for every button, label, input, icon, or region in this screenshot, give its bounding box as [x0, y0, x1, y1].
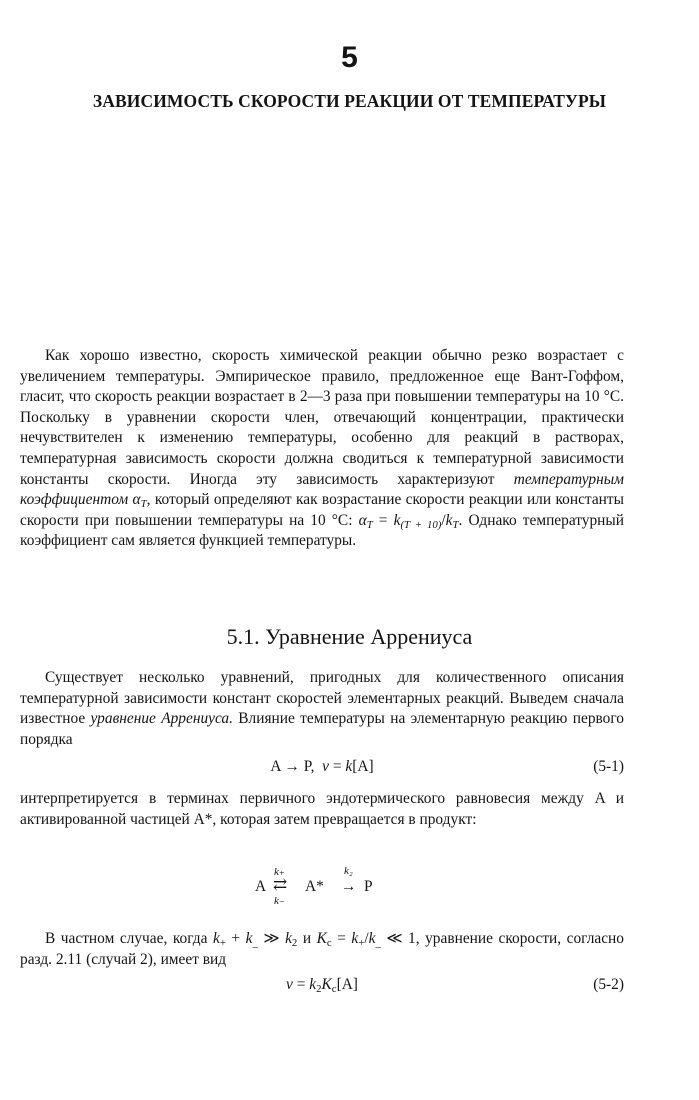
chapter-number: 5 [341, 41, 358, 74]
interpretation-paragraph: интерпретируется в терминах первичного эндотермического равновесия между A и активированной частицей A*, которая затем превращается в продукт: [20, 790, 624, 828]
activated-species: A* [305, 878, 324, 895]
rate-constant-forward: k₊ [274, 866, 285, 878]
equation-5-2 [20, 974, 624, 996]
equation-body: $v = k_2K_c[A]$ [286, 976, 358, 995]
rate-constant-reverse: k₋ [274, 895, 285, 907]
equation-5-1 [20, 756, 624, 778]
section-title: 5.1. Уравнение Аррениуса [226, 624, 473, 649]
special-case-paragraph: В частном случае, когда $k_+ + k_{\_}$ ≫ $k_2$ и $K_c = k_+/k_{\_}$ ≪ 1, уравнение скорости, согласно разд. 2.11 (случай 2), имеет вид [20, 930, 624, 968]
equation-number: (5-1) [593, 758, 624, 775]
intro-paragraph: Как хорошо известно, скорость химической реакции обычно резко возрастает с увеличением температуры. Эмпирическое правило, предложенное еще Вант-Гоффом, гласит, что скорость реакции возрастает в 2—3 раза при повышении температуры на 10 °С. Поскольку в уравнении скорости член, отвечающий концентрации, практически нечувствителен к изменению температуры, особенно для реакций в растворах, температурная зависимость скорости должна сводиться к температурной зависимости константы скорости. Иногда эту зависимость характеризуют температурным коэффициентом $\alpha_T$, который определяют как возрастание скорости реакции или константы скорости при повышении температуры на 10 °С: $\alpha_T = k_{(T + 10)}/k_T$. Однако температурный коэффициент сам является функцией температуры. [20, 347, 624, 550]
section-paragraph: Существует несколько уравнений, пригодных для количественного описания температурной зависимости констант скоростей элементарных реакций. Выведем сначала известное уравнение Аррениуса. Влияние температуры на элементарную реакцию первого порядка [20, 669, 624, 748]
emphasis-term: уравнение Аррениуса. [90, 710, 233, 728]
reaction-arrow-icon: → [341, 878, 357, 895]
equation-number: (5-2) [593, 976, 624, 993]
equilibrium-arrow-icon: ⇄ [273, 875, 288, 894]
reaction-scheme [249, 862, 389, 908]
reactant-a: A [255, 878, 267, 895]
product-p: P [364, 878, 373, 895]
chapter-title: ЗАВИСИМОСТЬ СКОРОСТИ РЕАКЦИИ ОТ ТЕМПЕРАТУРЫ [92, 91, 607, 111]
emphasis-term: температурным коэффициентом [20, 470, 624, 509]
equation-body: A → P, v = k[A] [270, 758, 374, 775]
rate-constant-k2: k₂ [344, 865, 353, 877]
